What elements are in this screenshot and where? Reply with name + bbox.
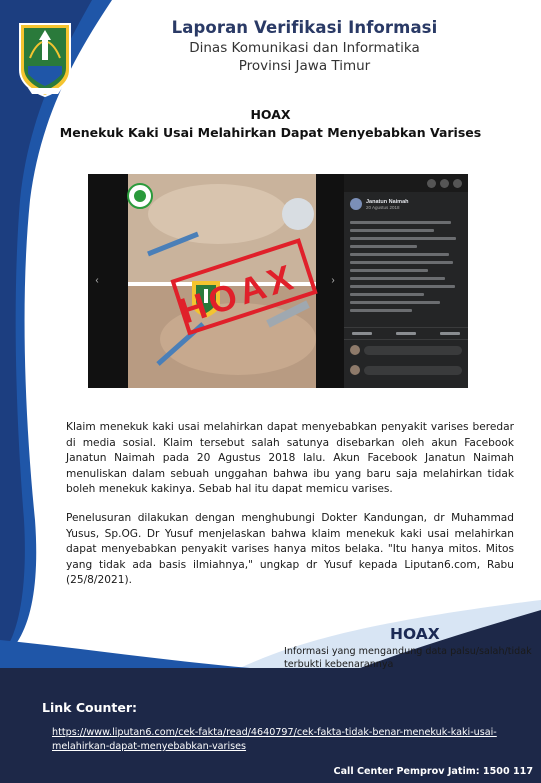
evidence-photo [88, 174, 344, 388]
facebook-post-panel [344, 174, 468, 388]
result-box [284, 625, 540, 671]
post-actions [344, 327, 468, 340]
hoax-stamp [88, 174, 344, 388]
article-body [66, 420, 514, 602]
call-center: Call Center Pemprov Jatim: 1500 117 [333, 766, 533, 777]
body-paragraph-1: Klaim menekuk kaki usai melahirkan dapat menyebabkan penyakit varises beredar di media sosial. Klaim tersebut salah satunya disebarkan oleh akun Facebook Janatun Naimah pada 20 Agustus 2018 lalu. Akun Facebook Janatun Naimah menuliskan dalam sebuah unggahan bahwa ibu yang baru saja melahirkan tidak boleh menekuk kakinya. Sebab hal itu dapat memicu varises. [66, 421, 514, 496]
comment-bubble [364, 366, 462, 375]
next-arrow-icon: › [331, 275, 335, 286]
hoax-stamp-text: HOAX [174, 255, 302, 332]
post-date: 20 Agustus 2018 [366, 204, 400, 210]
province-name: Provinsi Jawa Timur [238, 58, 371, 74]
comment-bubble [364, 346, 462, 355]
toolbar-dot [440, 179, 449, 188]
result-description: Informasi yang mengandung data palsu/salah/tidak terbukti kebenarannya [284, 646, 532, 670]
claim-title: Menekuk Kaki Usai Melahirkan Dapat Menyebabkan Varises [59, 125, 482, 140]
verdict-heading [0, 107, 541, 140]
comment-row [344, 340, 468, 360]
comment-action [396, 332, 416, 335]
post-author [344, 192, 468, 212]
prev-arrow-icon: ‹ [95, 275, 99, 286]
share-action [440, 332, 460, 335]
verdict-label: HOAX [250, 107, 291, 122]
toolbar-dot [453, 179, 462, 188]
post-text [344, 212, 468, 321]
body-paragraph-2: Penelusuran dilakukan dengan menghubungi Dokter Kandungan, dr Muhammad Yusus, Sp.OG. Dr Yusuf menjelaskan bahwa klaim menekuk kaki usai melahirkan dapat menyebabkan penyakit varises hanya mitos belaka. "Itu hanya mitos. Mitos yang tidak ada basis ilmiahnya," ungkap dr Yusuf kepada Liputan6.com, Rabu (25/8/2021). [66, 511, 514, 587]
facebook-avatar-icon [350, 198, 362, 210]
like-action [352, 332, 372, 335]
comment-row [344, 360, 468, 380]
footer [0, 668, 541, 783]
panel-toolbar [344, 174, 468, 192]
report-title: Laporan Verifikasi Informasi [171, 18, 438, 37]
evidence-screenshot [88, 174, 468, 388]
source-link[interactable]: https://www.liputan6.com/cek-fakta/read/4640797/cek-fakta-tidak-benar-menekuk-kaki-usai-melahirkan-dapat-menyebabkan-varises [52, 727, 497, 752]
toolbar-dot [427, 179, 436, 188]
commenter-avatar-icon [350, 365, 360, 375]
link-counter-title: Link Counter: [42, 700, 137, 715]
agency-name: Dinas Komunikasi dan Informatika [189, 40, 420, 56]
post-author-name: Janatun Naimah [366, 198, 409, 205]
commenter-avatar-icon [350, 345, 360, 355]
result-label: HOAX [390, 625, 440, 643]
report-header [0, 18, 541, 74]
